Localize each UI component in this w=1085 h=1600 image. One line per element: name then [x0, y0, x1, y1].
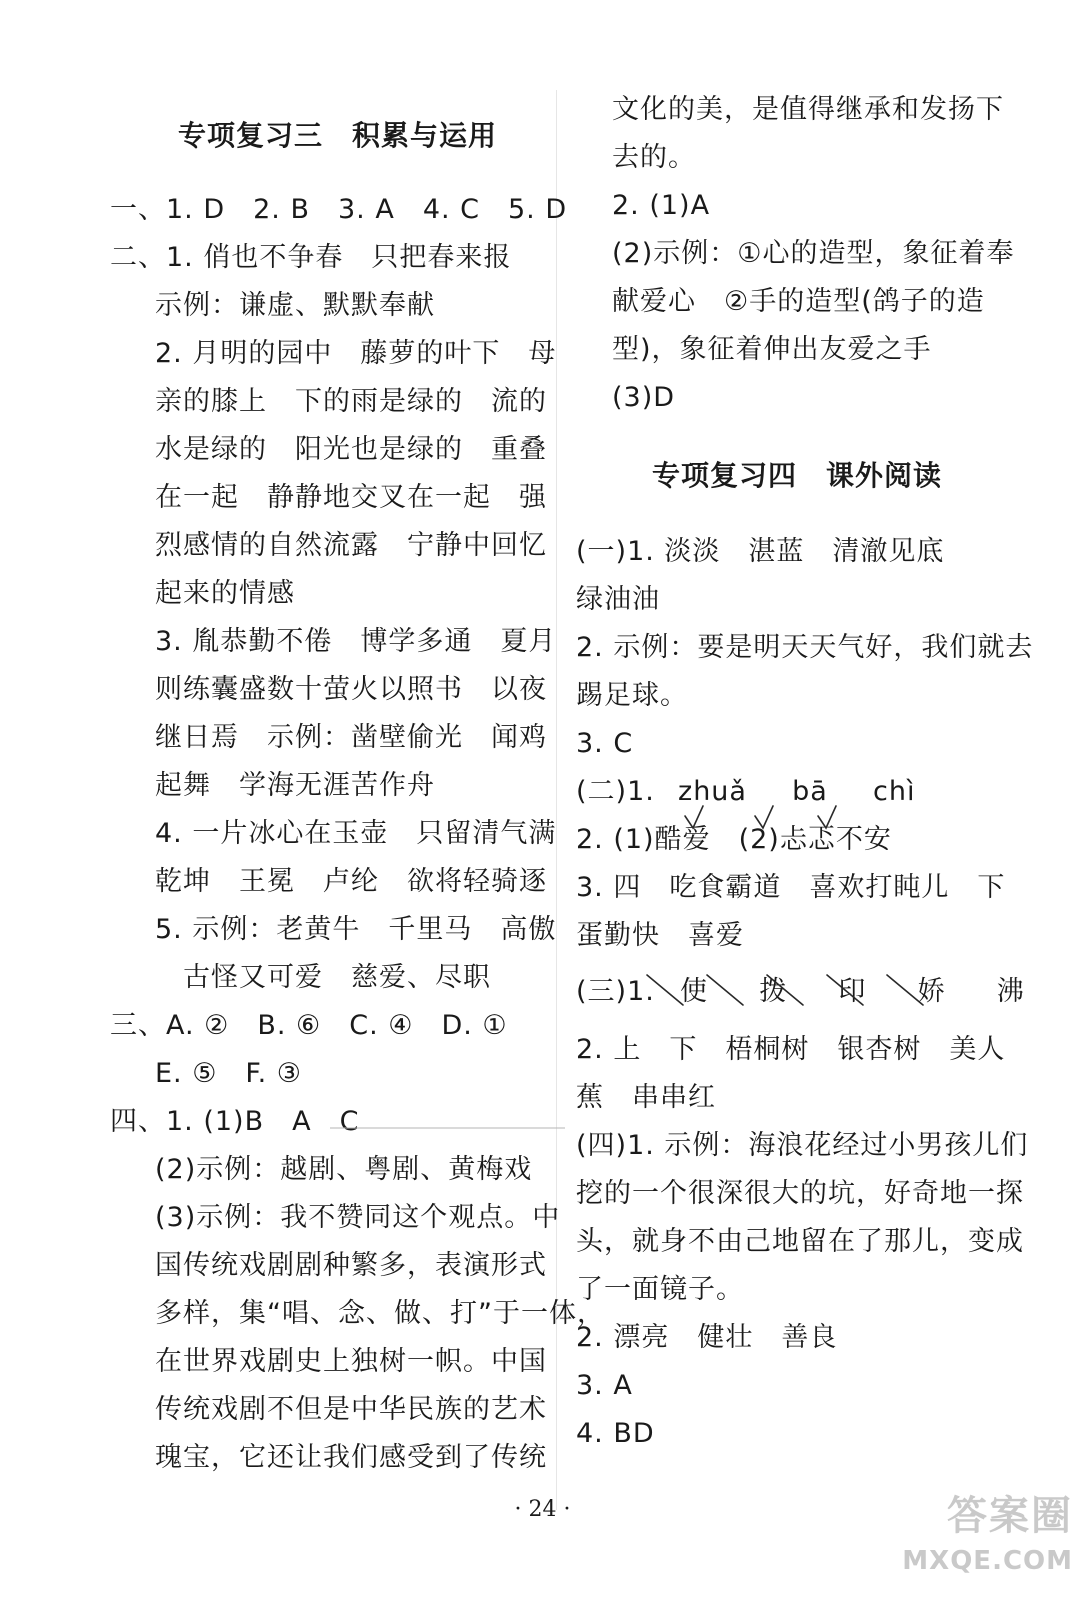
answer-line: 继日焉 示例：凿壁偷光 闻鸡 — [155, 722, 547, 753]
answer-line: 头，就身不由己地留在了那儿，变成 — [576, 1226, 1024, 1257]
answer-line: 踢足球。 — [576, 680, 688, 711]
answer-line: 2. 上 下 梧桐树 银杏树 美人 — [576, 1034, 1006, 1065]
answer-line: 二、1. 俏也不争春 只把春来报 — [110, 242, 512, 273]
answer-line: 去的。 — [612, 142, 696, 173]
answer-line: 传统戏剧不但是中华民族的艺术 — [155, 1394, 547, 1425]
answer-line: 2. (1)A — [612, 190, 711, 221]
pinyin-word: zhuǎ — [678, 776, 747, 807]
answer-line: 示例：谦虚、默默奉献 — [155, 290, 435, 321]
pinyin-answer-line — [576, 772, 916, 812]
answer-line: 2. 漂亮 健壮 善良 — [576, 1322, 838, 1353]
answer-line: 型)，象征着伸出友爱之手 — [612, 334, 932, 365]
answer-line: 乾坤 王冕 卢纶 欲将轻骑逐 — [155, 866, 547, 897]
answer-line: 4. BD — [576, 1418, 655, 1449]
stroke-char: 娇 — [917, 976, 946, 1007]
answer-line: 挖的一个很深很大的坑，好奇地一探 — [576, 1178, 1024, 1209]
answer-line: 蛋勤快 喜爱 — [576, 920, 744, 951]
answer-label: (三)1. — [576, 976, 655, 1007]
answer-line: (3)D — [612, 382, 676, 413]
answer-label: (二)1. — [576, 776, 655, 807]
answer-line: 烈感情的自然流露 宁静中回忆 — [155, 530, 547, 561]
answer-line: 水是绿的 阳光也是绿的 重叠 — [155, 434, 547, 465]
answer-line: 蕉 串串红 — [576, 1082, 716, 1113]
stroke-char: 沸 — [996, 976, 1025, 1007]
answer-line: 三、A. ② B. ⑥ C. ④ D. ① — [110, 1010, 508, 1041]
answer-line: 3. C — [576, 728, 634, 759]
answer-line: 2. 示例：要是明天天气好，我们就去 — [576, 632, 1034, 663]
answer-line: 国传统戏剧剧种繁多，表演形式 — [155, 1250, 547, 1281]
answer-line: (2)示例：①心的造型，象征着奉 — [612, 238, 1015, 269]
answer-line: 古怪又可爱 慈爱、尽职 — [183, 962, 491, 993]
answer-line: 文化的美，是值得继承和发扬下 — [612, 94, 1004, 125]
page-number: · 24 · — [514, 1497, 571, 1522]
answer-line: 则练囊盛数十萤火以照书 以夜 — [155, 674, 547, 705]
answer-line: 4. 一片冰心在玉壶 只留清气满 — [155, 818, 557, 849]
answer-line: E. ⑤ F. ③ — [155, 1058, 302, 1089]
stroke-char: 使 — [680, 976, 709, 1007]
answer-line: 3. 胤恭勤不倦 博学多通 夏月 — [155, 626, 557, 657]
answer-line: 2. 月明的园中 藤萝的叶下 母 — [155, 338, 557, 369]
answer-line: 起舞 学海无涯苦作舟 — [155, 770, 435, 801]
answer-line: 多样，集“唱、念、做、打”于一体， — [155, 1298, 605, 1329]
answer-line: 在一起 静静地交叉在一起 强 — [155, 482, 547, 513]
answer-line: (四)1. 示例：海浪花经过小男孩儿们 — [576, 1130, 1029, 1161]
pinyin-word: chì — [873, 776, 916, 807]
answer-line: 在世界戏剧史上独树一帜。中国 — [155, 1346, 547, 1377]
watermark-url: MXQE.COM — [902, 1546, 1073, 1576]
watermark-text: 答案圈 — [947, 1493, 1073, 1539]
answer-line: 3. A — [576, 1370, 633, 1401]
watermark-logo — [898, 1488, 1073, 1588]
answer-line: 2. (1)酷爱 (2)忐忑不安 — [576, 824, 892, 855]
section-heading-4: 专项复习四 课外阅读 — [652, 459, 943, 492]
pinyin-word: bā — [792, 776, 828, 807]
answer-line: 起来的情感 — [155, 578, 295, 609]
answer-line: (2)示例：越剧、粤剧、黄梅戏 — [155, 1154, 533, 1185]
stroke-char: 印 — [838, 976, 867, 1007]
answer-line: 一、1. D 2. B 3. A 4. C 5. D — [110, 194, 568, 225]
answer-line: (3)示例：我不赞同这个观点。中 — [155, 1202, 561, 1233]
section-heading-3: 专项复习三 积累与运用 — [178, 119, 498, 152]
answer-line: 亲的膝上 下的雨是绿的 流的 — [155, 386, 547, 417]
stroke-char: 拨 — [759, 976, 788, 1007]
answer-line: 献爱心 ②手的造型(鸽子的造 — [612, 286, 985, 317]
answer-line: 3. 四 吃食霸道 喜欢打盹儿 下 — [576, 872, 1006, 903]
stroke-answer-line — [576, 972, 1025, 1012]
answer-line: 了一面镜子。 — [576, 1274, 744, 1305]
answer-line: 瑰宝，它还让我们感受到了传统 — [155, 1442, 547, 1473]
answer-line: 四、1. (1)B A C — [110, 1106, 360, 1137]
answer-line: 绿油油 — [576, 584, 660, 615]
answer-line: 5. 示例：老黄牛 千里马 高傲 — [155, 914, 557, 945]
answer-line: (一)1. 淡淡 湛蓝 清澈见底 — [576, 536, 945, 567]
